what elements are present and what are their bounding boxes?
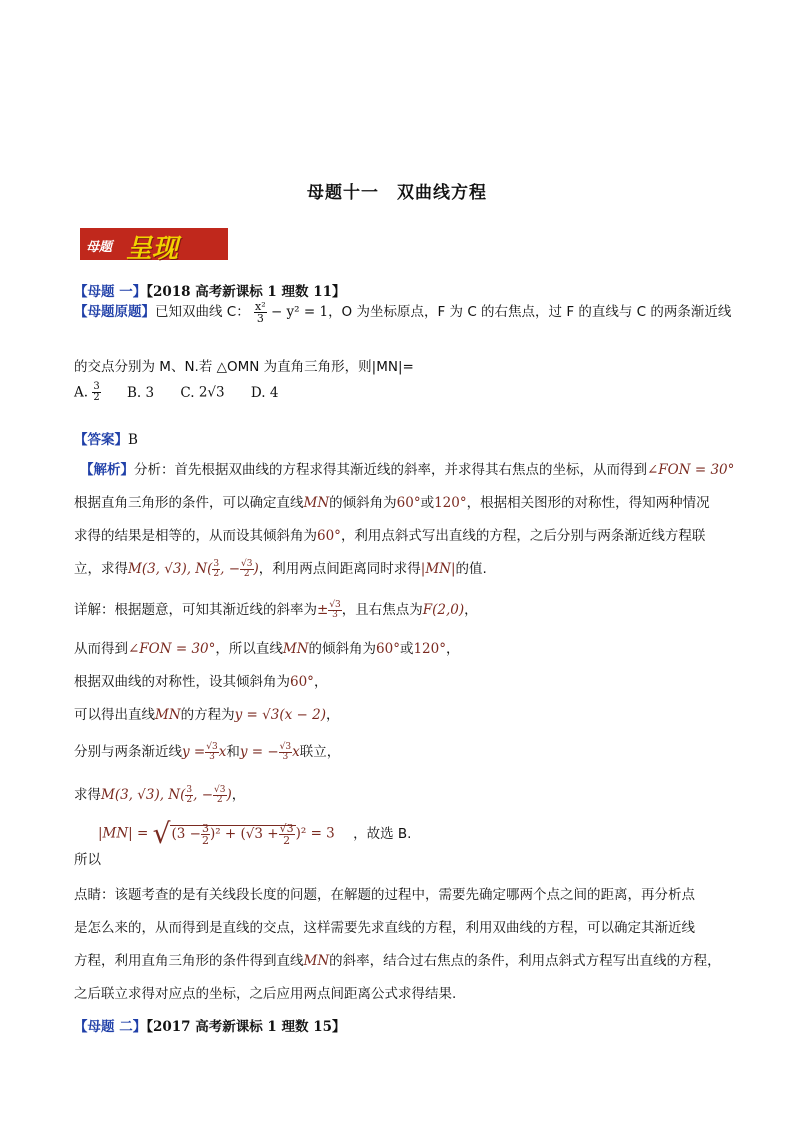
analysis-text-3a: 求得的结果是相等的，从而设其倾斜角为 (74, 528, 317, 544)
angle-120-math: 120° (413, 641, 446, 657)
analysis-text-2c: ，根据相关图形的对称性，得知两种情况 (466, 495, 710, 511)
comment-text-3b: 的斜率，结合过右焦点的条件，利用点斜式方程写出直线的方程， (329, 953, 721, 969)
analysis-text-3b: ，利用点斜式写出直线的方程，之后分别与两条渐近线方程联 (340, 528, 706, 544)
asymptote-2-x: x (292, 744, 300, 760)
detail-text-1c: ， (464, 602, 478, 618)
asymptote-2-fraction (279, 743, 292, 762)
analysis-line-4 (74, 557, 487, 579)
asymptote-1-x: x (218, 744, 227, 760)
mn-math: MN (155, 707, 181, 723)
option-d: D. 4 (250, 384, 279, 401)
problem-1-statement (74, 300, 731, 324)
frac-den: 2 (186, 794, 193, 805)
analysis-or: 或 (420, 495, 435, 511)
frac-num: 3 (186, 784, 193, 795)
detail-or: 或 (399, 641, 414, 657)
frac-num: √3 (214, 784, 226, 795)
option-c-value: 2√3 (198, 384, 225, 401)
detail-line-6 (74, 783, 245, 805)
detail-frac-2 (213, 786, 226, 805)
detail-text-5a: 分别与两条渐近线 (74, 744, 182, 760)
frac-num: √3 (279, 821, 294, 835)
analysis-text-4b: ，利用两点间距离同时求得 (258, 561, 421, 577)
angle-60-math: 60° (376, 641, 400, 657)
radicand-close: )² = 3 (295, 825, 335, 842)
equation-numerator: x² (255, 299, 266, 313)
detail-text-3b: ， (313, 674, 328, 690)
banner-big-text: 呈现 (126, 234, 179, 264)
comment-line-3 (74, 949, 721, 969)
problem-text-a: 已知双曲线 C： (155, 304, 250, 320)
frac-den: 3 (332, 609, 338, 620)
detail-line-3 (74, 670, 327, 690)
analysis-frac-1 (212, 560, 220, 579)
problem-original-label: 【母题原题】 (74, 304, 155, 320)
comment-line-1: 点睛：该题考查的是有关线段长度的问题，在解题的过程中，需要先确定哪两个点之间的距离，再分析点 (74, 887, 695, 903)
analysis-text-2a: 根据直角三角形的条件，可以确定直线 (74, 495, 304, 511)
comment-text-3a: 方程，利用直角三角形的条件得到直线 (74, 953, 304, 969)
sqrt-symbol: √ (152, 817, 171, 850)
detail-frac-1 (185, 786, 193, 805)
detail-line-2 (74, 637, 460, 657)
frac-den: 3 (209, 751, 215, 762)
angle-60-math-2: 60° (317, 528, 341, 544)
distance-lhs: |MN| = (98, 825, 149, 842)
answer-line (74, 428, 138, 448)
detail-text-6a: 求得 (74, 787, 101, 803)
problem-1-source: 【2018 高考新课标 1 理数 11】 (146, 284, 346, 300)
radicand-frac-1 (201, 823, 210, 846)
page-title: 母题十一 双曲线方程 (307, 183, 487, 203)
answer-value: B (128, 432, 138, 448)
detail-text-4b: 的方程为 (180, 707, 235, 723)
detail-text-1a: 详解：根据题意，可知其渐近线的斜率为 (74, 602, 317, 618)
angle-fon-math: ∠FON = 30° (647, 462, 735, 478)
mn-math: MN (282, 641, 309, 657)
frac-num: 3 (213, 558, 220, 569)
asymptote-1-fraction (205, 743, 218, 762)
slope-fraction (328, 601, 341, 620)
comment-line-4: 之后联立求得对应点的坐标，之后应用两点间距离公式求得结果. (74, 986, 457, 1002)
problem-1-label: 【母题 一】 (74, 284, 147, 300)
frac-den: 3 (282, 751, 289, 762)
detail-text-6b: ， (231, 787, 246, 803)
radicand-open: (3 − (171, 825, 201, 842)
frac-den: 2 (216, 794, 223, 805)
points-math-close: ) (226, 787, 232, 803)
option-c-label: C. (180, 384, 195, 401)
problem-1-header (74, 280, 346, 300)
frac-num: √3 (241, 558, 253, 569)
problem-2-source: 【2017 高考新课标 1 理数 15】 (146, 1019, 346, 1035)
analysis-text-4a: 立，求得 (74, 561, 128, 577)
detail-text-2a: 从而得到 (74, 641, 128, 657)
frac-den: 2 (243, 568, 250, 579)
detail-text-7b: ，故选 B. (353, 825, 412, 842)
angle-60-math: 60° (290, 674, 314, 690)
detail-text-2c: 的倾斜角为 (308, 641, 377, 657)
frac-num: 3 (201, 821, 209, 835)
frac-num: √3 (206, 741, 218, 752)
banner-small-text: 母题 (86, 240, 113, 255)
equation-fraction (254, 301, 267, 324)
frac-num: √3 (329, 599, 341, 610)
detail-text-2b: ，所以直线 (215, 641, 283, 657)
problem-2-header (74, 1015, 346, 1035)
asymptote-1-lhs: y = (182, 744, 206, 760)
focus-point-math: F(2,0) (422, 602, 465, 618)
option-a-fraction (92, 382, 100, 403)
option-b: B. 3 (127, 384, 155, 401)
points-math: M(3, √3), N( (128, 561, 213, 577)
problem-text-b: ，O 为坐标原点，F 为 C 的右焦点，过 F 的直线与 C 的两条渐近线 (328, 304, 732, 320)
mn-math: MN (303, 953, 330, 969)
frac-den: 2 (213, 568, 220, 579)
detail-line-4 (74, 703, 339, 723)
detail-text-4c: ， (325, 707, 340, 723)
angle-120-math: 120° (434, 495, 467, 511)
detail-and: 和 (226, 744, 240, 760)
angle-60-math: 60° (396, 495, 421, 511)
points-math-mid: , − (220, 561, 241, 577)
line-equation-math: y = √3(x − 2) (234, 707, 326, 723)
radicand-mid: )² + (√3 + (209, 825, 279, 842)
detail-text-3a: 根据双曲线的对称性，设其倾斜角为 (74, 674, 290, 690)
analysis-line-3 (74, 524, 705, 544)
analysis-text-1: 分析：首先根据双曲线的方程求得其渐近线的斜率，并求得其右焦点的坐标，从而得到 (134, 462, 647, 478)
detail-line-5 (74, 740, 340, 762)
frac-den: 2 (201, 833, 209, 847)
distance-formula (98, 817, 412, 850)
answer-label: 【答案】 (74, 432, 128, 448)
analysis-label: 【解析】 (80, 462, 134, 478)
detail-line-1 (74, 598, 478, 620)
points-math: M(3, √3), N( (101, 787, 186, 803)
so-label: 所以 (74, 852, 101, 868)
option-a-num: 3 (93, 381, 100, 392)
analysis-text-4c: 的值. (455, 561, 487, 577)
detail-text-1b: ，且右焦点为 (341, 602, 423, 618)
mn-math: MN (303, 495, 330, 511)
problem-2-label: 【母题 二】 (74, 1019, 147, 1035)
plus-minus: ± (317, 602, 329, 618)
option-a-label: A. (74, 384, 89, 401)
detail-text-5b: 联立， (299, 744, 341, 760)
comment-line-2: 是怎么来的，从而得到是直线的交点，这样需要先求直线的方程，利用双曲线的方程，可以确定其渐近线 (74, 920, 695, 936)
problem-1-options (74, 382, 278, 403)
points-math-close: ) (253, 561, 259, 577)
analysis-frac-2 (240, 560, 253, 579)
frac-num: √3 (279, 741, 292, 752)
radicand-frac-2 (279, 823, 295, 846)
angle-fon-math-2: ∠FON = 30° (128, 641, 216, 657)
analysis-text-2b: 的倾斜角为 (329, 495, 397, 511)
equation-denominator: 3 (256, 311, 264, 325)
analysis-line-2 (74, 491, 710, 511)
detail-text-4a: 可以得出直线 (74, 707, 155, 723)
section-banner (80, 228, 228, 264)
asymptote-2-lhs: y = − (239, 744, 279, 760)
equation-rest: − y² = 1 (270, 304, 329, 320)
points-math-mid: , − (193, 787, 214, 803)
analysis-line-1 (80, 458, 734, 478)
abs-mn-math: |MN| (420, 561, 456, 577)
sqrt-radicand (170, 821, 295, 847)
detail-text-2d: ， (446, 641, 460, 657)
frac-den: 2 (283, 833, 291, 847)
option-a-den: 2 (93, 392, 100, 403)
problem-1-statement-line2: 的交点分别为 M、N.若 △OMN 为直角三角形，则|MN|= (74, 359, 414, 375)
